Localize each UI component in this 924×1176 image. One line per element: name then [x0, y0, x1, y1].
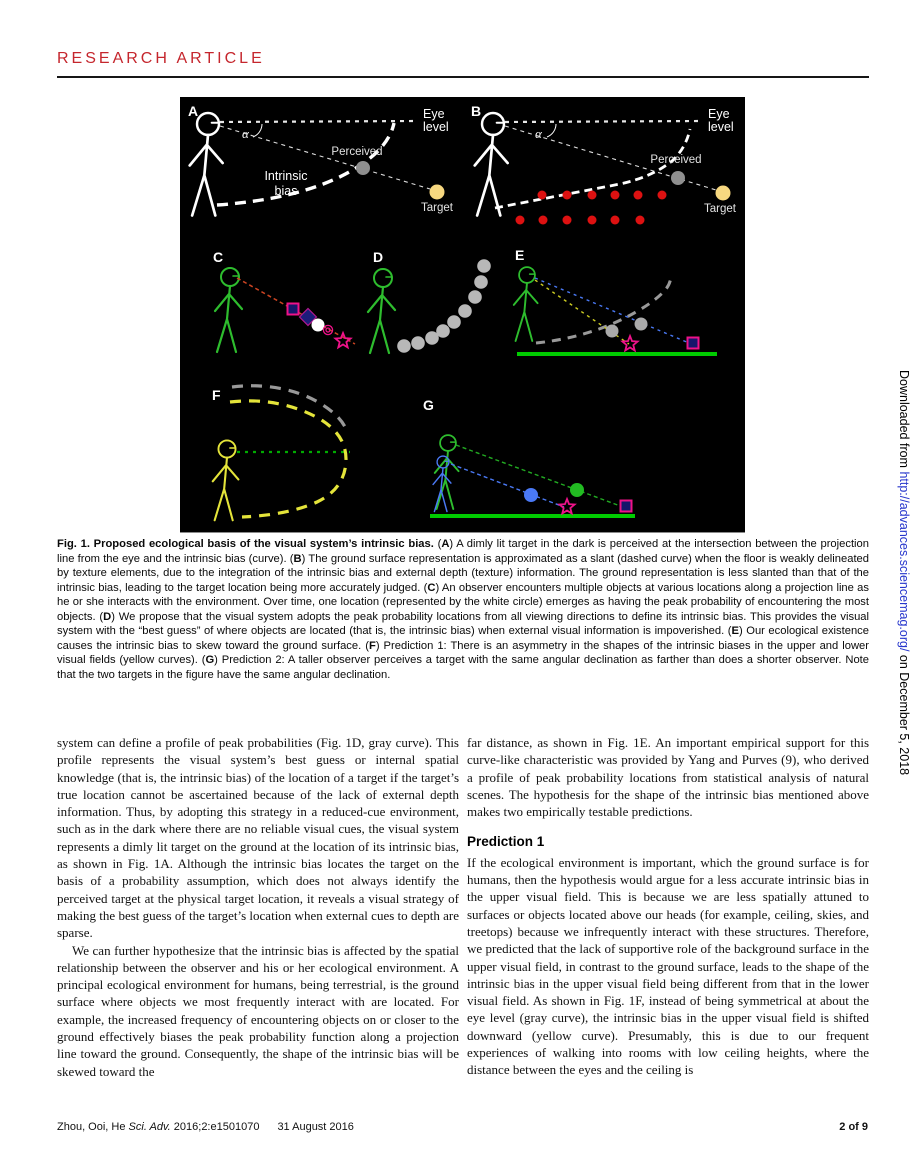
- target-label: Target: [704, 203, 736, 215]
- panel-b: [471, 103, 737, 225]
- panel-g: [423, 397, 635, 516]
- section-heading-prediction-1: Prediction 1: [467, 834, 545, 850]
- perceived-dot: [671, 171, 685, 185]
- projection-line: [220, 126, 430, 189]
- right-column: [467, 734, 869, 1080]
- eye-level-label: Eye: [423, 107, 445, 121]
- panel-c: [213, 249, 355, 352]
- download-watermark: Downloaded from http://advances.sciencemag.org/ on December 5, 2018: [897, 370, 911, 776]
- target-star: [559, 499, 574, 513]
- journal-name: Sci. Adv.: [128, 1121, 171, 1133]
- target-dot: [430, 185, 445, 200]
- shifted-bias-curve-yellow: [230, 401, 346, 517]
- panel-label-f: F: [212, 387, 221, 403]
- panel-f: [212, 386, 350, 520]
- header-rule: [57, 76, 869, 78]
- body-paragraph: system can define a profile of peak probabilities (Fig. 1D, gray curve). This profile represents the visual system’s best guess or internal spatial knowledge (that is, the intrinsic bias) of the location of a target if the target’s true location cannot be ascertained because of the lack of external depth information. Thus, by adopting this strategy in a reduced-cue environment, such as in the dark where there are no reliable visual cues, the visual system represents a dimly lit target on the ground at the location of its intrinsic bias, as shown in Fig. 1A. Although the intrinsic bias locates the target on the basis of a probability assumption, which does not always identify the perceived target at the physical target location, it reveals a visual strategy of making the best guess of the target’s location when external cues to depth are sparse.: [57, 735, 459, 941]
- target-label: Target: [421, 202, 453, 214]
- panel-label-b: B: [471, 103, 482, 119]
- sciencemag-link[interactable]: http://advances.sciencemag.org/: [897, 471, 911, 652]
- panel-label-a: A: [188, 103, 199, 119]
- target-square: [688, 338, 699, 349]
- target-square: [621, 501, 632, 512]
- perceived-label: Perceived: [650, 154, 702, 166]
- caption-title: Fig. 1. Proposed ecological basis of the visual system’s intrinsic bias.: [57, 538, 434, 550]
- target-dot: [716, 186, 731, 201]
- research-article-label: RESEARCH ARTICLE: [57, 50, 265, 67]
- perceived-dot: [606, 325, 619, 338]
- perceived-dot: [635, 318, 648, 331]
- short-perceived-dot: [524, 488, 538, 502]
- page-number: 2 of 9: [839, 1121, 868, 1133]
- perceived-dot: [356, 161, 370, 175]
- eye-level-label: Eye: [708, 107, 730, 121]
- perceived-label: Perceived: [331, 146, 383, 158]
- observer-stickman: [213, 440, 239, 520]
- short-projection-line: [451, 464, 564, 507]
- eye-level-line: [220, 121, 417, 122]
- panel-label-d: D: [373, 249, 384, 265]
- footer-citation: Zhou, Ooi, He Sci. Adv. 2016;2:e1501070 31 August 2016: [57, 1121, 354, 1133]
- svg-text:level: level: [708, 120, 734, 134]
- observer-stickman: [514, 267, 538, 341]
- svg-text:bias: bias: [274, 184, 298, 198]
- angle-arc: [253, 124, 262, 137]
- panel-label-g: G: [423, 397, 434, 413]
- figure-1: [180, 97, 745, 533]
- peak-probability-dots: [397, 259, 491, 353]
- body-paragraph: We can further hypothesize that the intrinsic bias is affected by the spatial relationship between the observer and his or her ecological environment. A principal ecological environment for humans, being terrestrial, is the ground surface where objects we most frequently interact with are located. For example, the increased frequency of encountering objects on or closer to the ground effectively biases the peak probability function along a projection line toward the ground. Consequently, the shape of the intrinsic bias will be skewed toward the: [57, 942, 459, 1079]
- object-square: [288, 304, 299, 315]
- peak-probability-circle: [312, 319, 325, 332]
- alpha-symbol: α: [242, 126, 249, 141]
- observer-stickman: [215, 268, 242, 352]
- body-columns: [57, 734, 869, 1080]
- figure-caption: Fig. 1. Proposed ecological basis of the visual system’s intrinsic bias. (A) A dimly lit target in the dark is perceived at the intersection between the projection line from the eye and the intrinsic bias (curve). (B) The ground surface representation is approximated as a slant (dashed curve) when the floor is weakly delineated by texture elements, due to the integration of the intrinsic bias and external depth (texture) information. The ground representation is less slanted than that of the intrinsic bias, leading to the target location being more accurately judged. (C) An observer encounters multiple objects at various locations along a projection line as he or she interacts with the environment. Over time, one location (represented by the white circle) emerges as having the peak probability of encountering the most objects. (D) We propose that the visual system adopts the peak probability locations from all viewing directions to define its intrinsic bias. This provides the visual system with the “best guess” of where objects are located (that is, the intrinsic bias) when external visual information is impoverished. (E) Our ecological existence causes the intrinsic bias to skew toward the ground surface. (F) Prediction 1: There is an asymmetry in the shapes of the intrinsic biases in the upper and lower visual fields (yellow curves). (G) Prediction 2: A taller observer perceives a target with the same angular declination as farther than does a shorter observer. Note that the two targets in the figure have the same angular declination.: [57, 538, 870, 681]
- svg-text:level: level: [423, 120, 449, 134]
- panel-a: [188, 103, 454, 216]
- observer-stickman: [190, 113, 223, 215]
- figure-1-canvas: [180, 97, 745, 532]
- intrinsic-bias-label: Intrinsic: [264, 169, 308, 183]
- left-column: [57, 734, 459, 1080]
- eye-level-line: [505, 121, 703, 122]
- panel-label-e: E: [515, 247, 525, 263]
- observer-stickman: [368, 269, 395, 353]
- panel-d: [368, 249, 491, 353]
- publication-date: 31 August 2016: [277, 1121, 354, 1133]
- body-paragraph: If the ecological environment is important, which the ground surface is for humans, then the hypothesis would argue for a less accurate intrinsic bias in the upper visual field. This is because we are less spatially attuned to surfaces or objects located above our heads (for example, ceiling, skies, and treetops) because we infrequently interact with these structures. Therefore, we predicted that the lack of supportive role of the background surface in the upper visual field, in contrast to the ground surface, leads to the shape of the intrinsic bias in the upper visual field being different from that in the lower visual field. As shown in Fig. 1F, instead of being symmetrical at about the eye level (gray curve), the intrinsic bias in the upper visual field is shifted downward (yellow curve). Presumably, this is due to our frequent experiences of walking into rooms with low ceiling heights, where the distance between the eyes and the ceiling is: [467, 854, 869, 1078]
- observer-stickman: [475, 113, 508, 215]
- tall-perceived-dot: [570, 483, 584, 497]
- target-star: [622, 336, 637, 350]
- alpha-symbol: α: [535, 126, 542, 141]
- angle-arc: [547, 124, 556, 137]
- panel-e: [514, 247, 717, 354]
- texture-dots: [516, 191, 667, 225]
- panel-label-c: C: [213, 249, 224, 265]
- body-paragraph: far distance, as shown in Fig. 1E. An important empirical support for this curve-like characteristic was provided by Yang and Purves (9), who derived a profile of peak probability locations from statistical analysis of natural scenes. The hypothesis for the shape of the intrinsic bias mentioned above makes two empirically testable predictions.: [467, 735, 869, 820]
